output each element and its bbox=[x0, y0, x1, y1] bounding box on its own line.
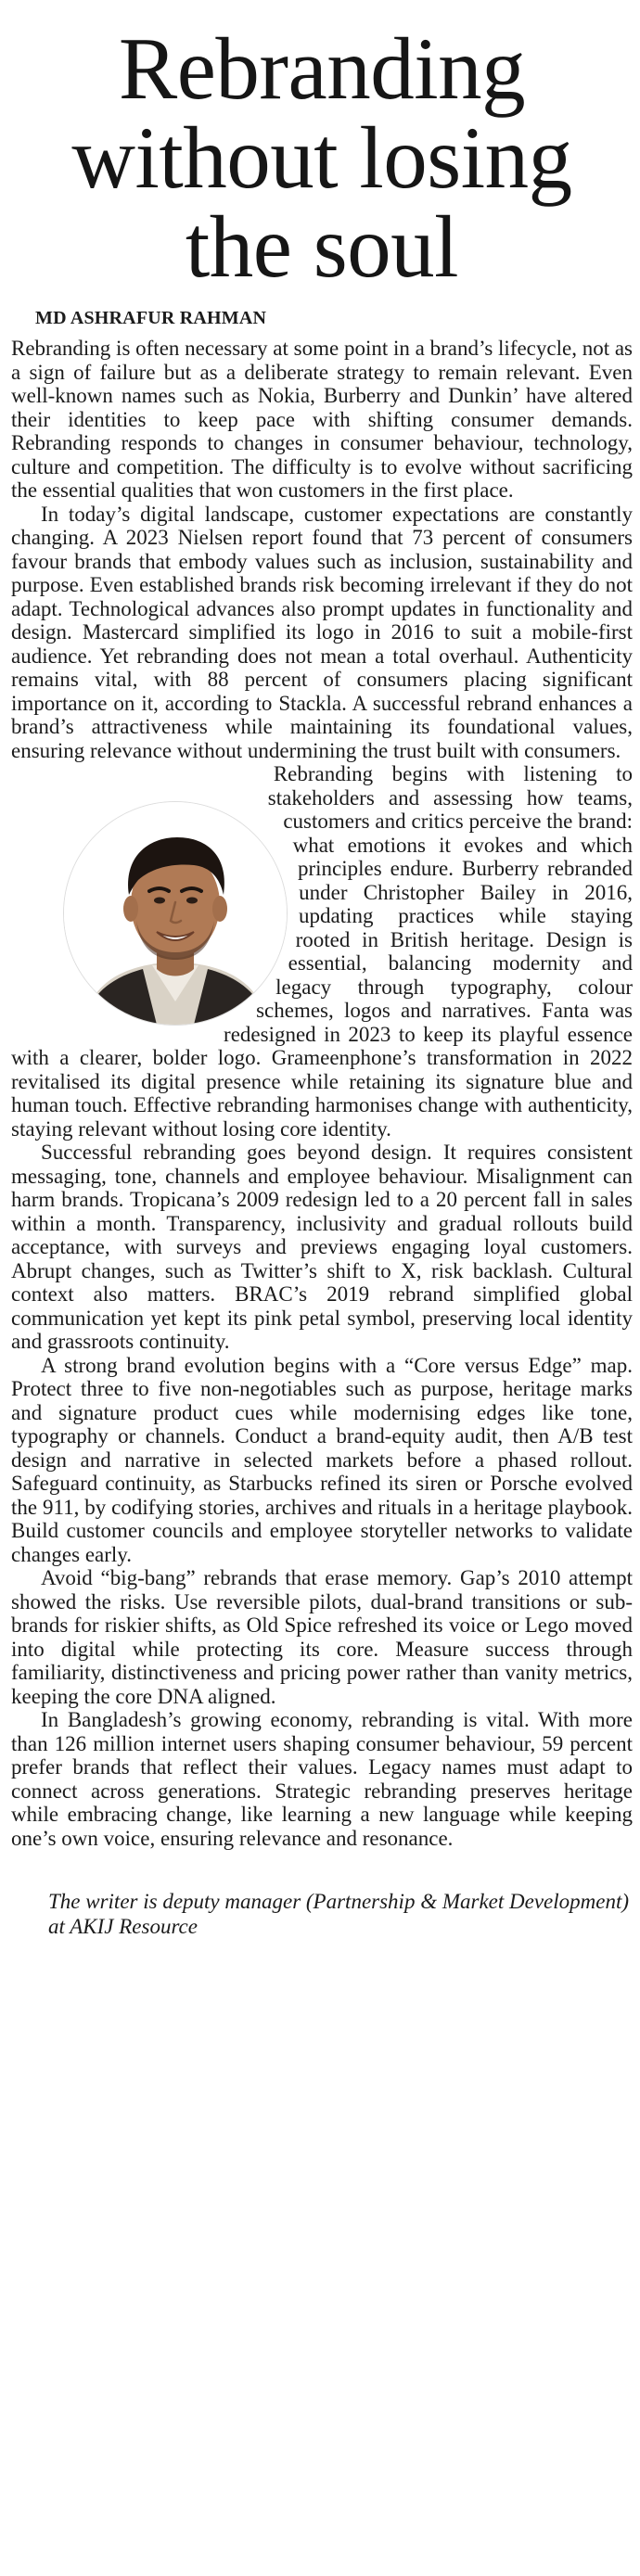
paragraph-2: In today’s digital landscape, customer expectations are constantly changing. A 2023 Nielsen report found that 73 percent of consumers favour brands that embody values such as inclusion, sustainability and purpose. Even established brands risk becoming irrelevant if they do not adapt. Technological advances also prompt updates in functionality and design. Mastercard simplified its logo in 2016 to suit a mobile-first audience. Yet rebranding does not mean a total overhaul. Authenticity remains vital, with 88 percent of consumers placing significant importance on it, according to Stackla. A successful rebrand enhances a brand’s attractiveness while maintaining its foundational values, ensuring relevance without undermining the trust built with consumers. bbox=[11, 502, 633, 762]
author-portrait-icon bbox=[64, 802, 287, 1025]
author-portrait-image bbox=[63, 801, 288, 1026]
paragraph-7: In Bangladesh’s growing economy, rebranding is vital. With more than 126 million internet users shaping consumer behaviour, 59 percent prefer brands that reflect their values. Legacy names must adapt to connect across generations. Strategic rebranding preserves heritage while embracing change, like learning a new language while keeping one’s own voice, ensuring relevance and resonance. bbox=[11, 1708, 633, 1850]
paragraph-4: Successful rebranding goes beyond design. It requires consistent messaging, tone, channels and employee behaviour. Misalignment can harm brands. Tropicana’s 2009 redesign led to a 20 percent fall in sales within a month. Transparency, inclusivity and gradual rollouts build acceptance, with surveys and previews engaging loyal customers. Abrupt changes, such as Twitter’s shift to X, risk backlash. Cultural context also matters. BRAC’s 2019 rebrand simplified global communication yet kept its pink petal symbol, preserving local identity and grassroots continuity. bbox=[11, 1141, 633, 1353]
paragraph-6: Avoid “big-bang” rebrands that erase memory. Gap’s 2010 attempt showed the risks. Use reversible pilots, dual-brand transitions or sub-brands for riskier shifts, as Old Spice refreshed its voice or Lego moved into digital while protecting its core. Measure success through familiarity, distinctiveness and pricing power rather than vanity metrics, keeping the core DNA aligned. bbox=[11, 1566, 633, 1708]
headline-line-3: the soul bbox=[185, 198, 459, 296]
headline bbox=[11, 19, 633, 296]
paragraph-1: Rebranding is often necessary at some point in a brand’s lifecycle, not as a sign of failure but as a deliberate strategy to remain relevant. Even well-known names such as Nokia, Burberry and Dunkin’ have altered their identities to keep pace with shifting consumer demands. Rebranding responds to changes in consumer behaviour, technology, culture and competition. The difficulty is to evolve without sacrificing the essential qualities that won customers in the first place. bbox=[11, 337, 633, 502]
byline: MD ASHRAFUR RAHMAN bbox=[35, 308, 267, 328]
headline-line-2: without losing bbox=[71, 108, 572, 207]
article-body bbox=[11, 337, 633, 1850]
author-note: The writer is deputy manager (Partnership & Market Development) at AKIJ Resource bbox=[48, 1890, 629, 1938]
paragraph-3: Rebranding begins with listening to stakeholders and assessing how teams, customers and critics perceive the brand: what emotions it evokes and which principles endure. Burberry rebranded under Christopher Bailey in 2016, updating practices while staying rooted in British heritage. Design is essential, balancing modernity and legacy through typography, colour schemes, logos and narratives. Fanta was redesigned in 2023 to keep its playful essence with a clearer, bolder logo. Grameenphone’s transformation in 2022 revitalised its digital presence while retaining its signature blue and human touch. Effective rebranding harmonises change with authenticity, staying relevant without losing core identity. bbox=[11, 762, 633, 1141]
paragraph-5: A strong brand evolution begins with a “Core versus Edge” map. Protect three to five non-negotiables such as purpose, heritage marks and signature product cues while modernising edges like tone, typography or channels. Conduct a brand-equity audit, then A/B test design and narrative in selected markets before a phased rollout. Safeguard continuity, as Starbucks refined its siren or Porsche evolved the 911, by codifying stories, archives and rituals in a heritage playbook. Build customer councils and employee storyteller networks to validate changes early. bbox=[11, 1353, 633, 1566]
headline-line-1: Rebranding bbox=[118, 19, 526, 118]
